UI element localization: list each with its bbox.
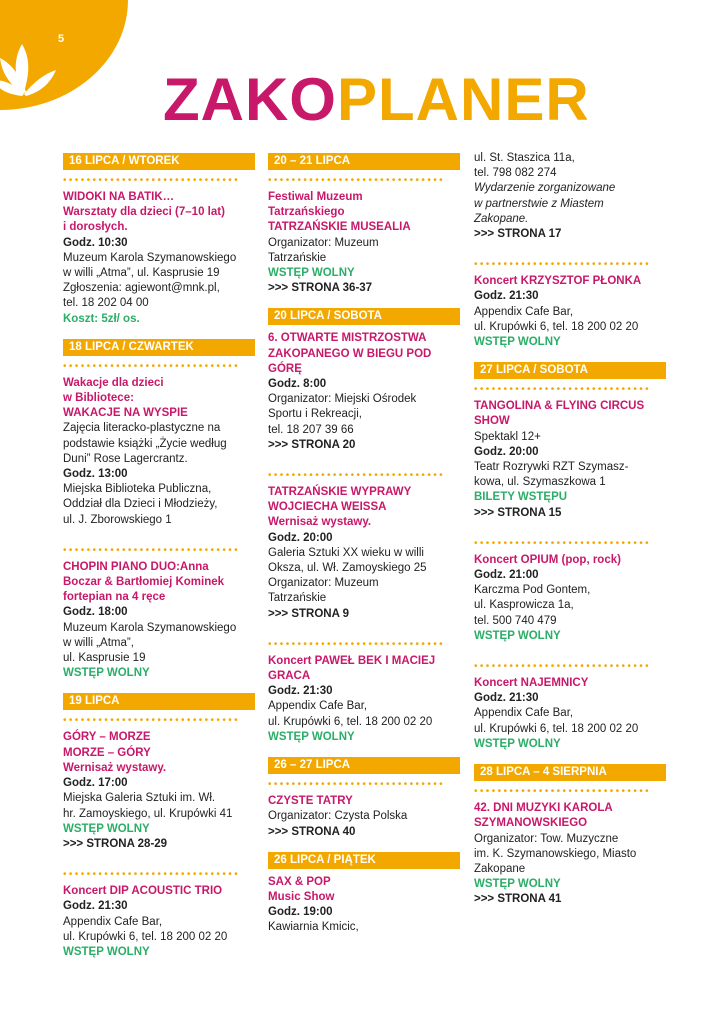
column-middle: [268, 153, 460, 936]
event-czyste-tatry: CZYSTE TATRY Organizator: Czysta Polska >>> STRONA 40: [268, 794, 460, 840]
event-continued: ul. St. Staszica 11a, tel. 798 082 274 Wydarzenie zorganizowane w partnerstwie z Miastem Zakopane. >>> STRONA 17: [474, 151, 666, 242]
dotted-divider: ••••••••••••••••••••••••••••••: [474, 787, 652, 798]
dotted-divider: ••••••••••••••••••••••••••••••: [268, 176, 446, 186]
event-tangolina: TANGOLINA & FLYING CIRCUS SHOW Spektakl 12+ Godz. 20:00 Teatr Rozrywki RZT Szymasz- kowa, ul. Szymaszkowa 1 BILETY WSTĘPU >>> STRONA 15: [474, 399, 666, 521]
date-header: 26 LIPCA / PIĄTEK: [268, 852, 460, 869]
event-widoki-na-batik: WIDOKI NA BATIK… Warsztaty dla dzieci (7–10 lat) i dorosłych. Godz. 10:30 Muzeum Karola Szymanowskiego w willi „Atma”, ul. Kasprusie 19 Zgłoszenia: agiewont@mnk.pl, tel. 18 202 04 00 Koszt: 5zł/ os.: [63, 191, 237, 325]
page-reference: >>> STRONA 20: [268, 438, 356, 451]
dotted-divider: ••••••••••••••••••••••••••••••: [268, 471, 446, 482]
date-header: 20 LIPCA / SOBOTA: [268, 308, 460, 325]
event-wyprawy-weissa: TATRZAŃSKIE WYPRAWY WOJCIECHA WEISSA Wernisaż wystawy. Godz. 20:00 Galeria Sztuki XX wieku w willi Oksza, ul. Wł. Zamoyskiego 25 Organizator: Muzeum Tatrzańskie >>> STRONA 9: [268, 485, 460, 622]
event-gory-morze: GÓRY – MORZE MORZE – GÓRY Wernisaż wystawy. Godz. 17:00 Miejska Galeria Sztuki im. Wł. hr. Zamoyskiego, ul. Krupówki 41 WSTĘP WOLNY >>> STRONA 28-29: [63, 730, 255, 852]
dotted-divider: ••••••••••••••••••••••••••••••: [63, 545, 241, 556]
dotted-divider: ••••••••••••••••••••••••••••••: [474, 662, 652, 673]
event-wakacje-na-wyspie: Wakacje dla dzieci w Bibliotece: WAKACJE NA WYSPIE Zajęcia literacko-plastyczne na podstawie książki „Życie według Duni” Rose Lagercrantz. Godz. 13:00 Miejska Biblioteka Publiczna, Oddział dla Dzieci i Młodzieży, ul. J. Zborowskiego 1: [63, 376, 227, 526]
dotted-divider: ••••••••••••••••••••••••••••••: [63, 176, 241, 186]
dotted-divider: ••••••••••••••••••••••••••••••: [474, 260, 652, 271]
dotted-divider: ••••••••••••••••••••••••••••••: [474, 538, 652, 549]
event-tatrzanskie-musealia: Festiwal Muzeum Tatrzańskiego TATRZAŃSKIE MUSEALIA Organizator: Muzeum Tatrzańskie WSTĘP WOLNY >>> STRONA 36-37: [268, 190, 460, 296]
dotted-divider: ••••••••••••••••••••••••••••••: [268, 780, 446, 791]
event-dni-muzyki-szymanowskiego: 42. DNI MUZYKI KAROLA SZYMANOWSKIEGO Organizator: Tow. Muzyczne im. K. Szymanowskiego, Miasto Zakopane WSTĘP WOLNY >>> STRONA 41: [474, 801, 666, 907]
dotted-divider: ••••••••••••••••••••••••••••••: [474, 385, 652, 396]
page-reference: >>> STRONA 17: [474, 228, 562, 241]
page-reference: >>> STRONA 28-29: [63, 837, 168, 850]
dotted-divider: ••••••••••••••••••••••••••••••: [63, 716, 241, 727]
zakoplaner-logo: ZAKO PLANER: [163, 66, 590, 133]
page-number: 5: [58, 33, 65, 45]
date-header: 16 LIPCA / WTOREK: [63, 153, 255, 170]
column-right: [474, 151, 666, 908]
event-opium: Koncert OPIUM (pop, rock) Godz. 21:00 Karczma Pod Gontem, ul. Kasprowicza 1a, tel. 500 740 479 WSTĘP WOLNY: [474, 553, 621, 642]
event-pawel-bek: Koncert PAWEŁ BEK I MACIEJ GRACA Godz. 21:30 Appendix Cafe Bar, ul. Krupówki 6, tel. 18 200 02 20 WSTĘP WOLNY: [268, 654, 436, 743]
date-header: 19 LIPCA: [63, 693, 255, 710]
page-reference: >>> STRONA 36-37: [268, 282, 373, 295]
page-reference: >>> STRONA 15: [474, 506, 562, 519]
column-left: [63, 153, 255, 960]
event-chopin-piano-duo: CHOPIN PIANO DUO:Anna Boczar & Bartłomiej Kominek fortepian na 4 ręce Godz. 18:00 Muzeum Karola Szymanowskiego w willi „Atma”, ul. Kasprusie 19 WSTĘP WOLNY: [63, 560, 237, 680]
dotted-divider: ••••••••••••••••••••••••••••••: [63, 870, 241, 881]
date-header: 20 – 21 LIPCA: [268, 153, 460, 170]
dotted-divider: ••••••••••••••••••••••••••••••: [268, 639, 446, 650]
event-najemnicy: Koncert NAJEMNICY Godz. 21:30 Appendix Cafe Bar, ul. Krupówki 6, tel. 18 200 02 20 WSTĘP WOLNY: [474, 677, 639, 750]
date-header: 28 LIPCA – 4 SIERPNIA: [474, 764, 666, 781]
dotted-divider: ••••••••••••••••••••••••••••••: [63, 361, 241, 372]
page-reference: >>> STRONA 40: [268, 825, 356, 838]
page-reference: >>> STRONA 9: [268, 607, 350, 620]
date-header: 18 LIPCA / CZWARTEK: [63, 339, 255, 356]
date-header: 27 LIPCA / SOBOTA: [474, 362, 666, 379]
date-header: 26 – 27 LIPCA: [268, 757, 460, 774]
event-bieg-pod-gore: 6. OTWARTE MISTRZOSTWA ZAKOPANEGO W BIEGU POD GÓRĘ Godz. 8:00 Organizator: Miejski Ośrodek Sportu i Rekreacji, tel. 18 207 39 66 >>> STRONA 20: [268, 331, 460, 453]
event-krzysztof-plonka: Koncert KRZYSZTOF PŁONKA Godz. 21:30 Appendix Cafe Bar, ul. Krupówki 6, tel. 18 200 02 20 WSTĘP WOLNY: [474, 275, 642, 349]
page-reference: >>> STRONA 41: [474, 893, 562, 906]
event-dip-acoustic-trio: Koncert DIP ACOUSTIC TRIO Godz. 21:30 Appendix Cafe Bar, ul. Krupówki 6, tel. 18 200 02 20 WSTĘP WOLNY: [63, 885, 228, 958]
event-sax-pop: SAX & POP Music Show Godz. 19:00 Kawiarnia Kmicic,: [268, 875, 359, 934]
corner-decoration: [0, 0, 130, 110]
